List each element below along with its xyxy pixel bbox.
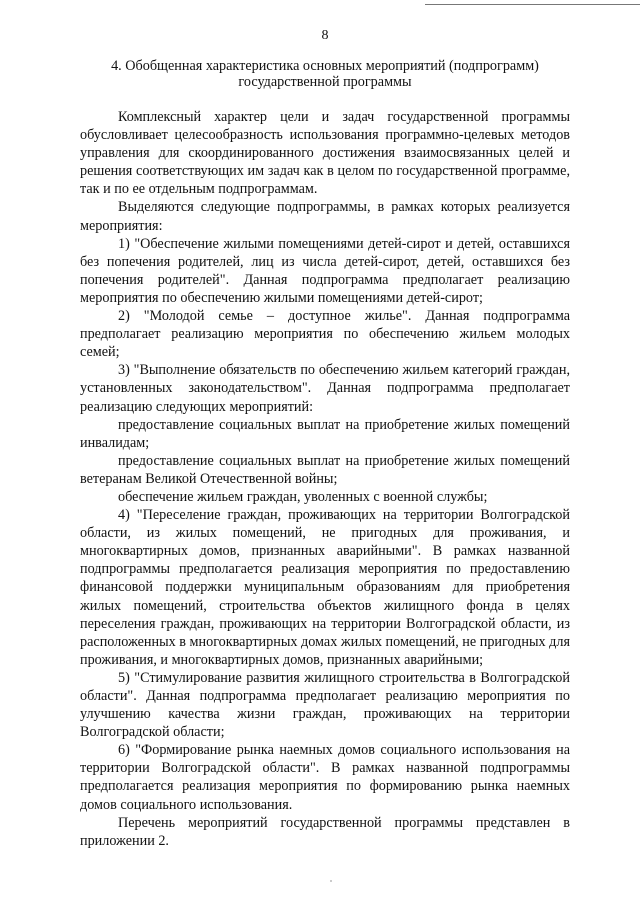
paragraph-item-5: 5) "Стимулирование развития жилищного строительства в Волгоградской области". Данная подпрограмма предполагает реализацию мероприятия по улучшению качества жизни граждан, проживающих на территории Волгоградской области; <box>80 669 570 741</box>
scan-speck <box>330 880 332 882</box>
paragraph-item-1: 1) "Обеспечение жилыми помещениями детей-сирот и детей, оставшихся без попечения родителей, лиц из числа детей-сирот, детей, оставшихся без попечения родителей". Данная подпрограмма предполагает реализацию мероприятия по обеспечению жилыми помещениями детей-сирот; <box>80 235 570 306</box>
section-heading <box>80 58 570 90</box>
paragraph-closing: Перечень мероприятий государственной программы представлен в приложении 2. <box>80 814 570 849</box>
paragraph-item-3-bullet-1: предоставление социальных выплат на приобретение жилых помещений инвалидам; <box>80 416 570 451</box>
paragraph-item-3-bullet-2: предоставление социальных выплат на приобретение жилых помещений ветеранам Великой Отечественной войны; <box>80 452 570 487</box>
paragraph-intro: Комплексный характер цели и задач государственной программы обусловливает целесообразность использования программно-целевых методов управления для скоординированного достижения взаимосвязанных целей и решения соответствующих им задач как в целом по государственной программе, так и по ее отдельным подпрограммам. <box>80 109 570 198</box>
paragraph-item-4: 4) "Переселение граждан, проживающих на территории Волгоградской области, из жилых помещений, не пригодных для проживания, и многоквартирных домов, признанных аварийными". В рамках названной подпрограммы предполагается реализация мероприятия по предоставлению финансовой поддержки муниципальным образованиям для приобретения жилых помещений, строительства объектов жилищного фонда в целях переселения граждан, проживающих на территории Волгоградской области, из расположенных в многоквартирных домах жилых помещений, не пригодных для проживания, и многоквартирных домов, признанных аварийными; <box>80 507 570 668</box>
scan-edge-line <box>425 4 640 5</box>
section-heading-line-1: 4. Обобщенная характеристика основных мероприятий (подпрограмм) <box>111 58 539 74</box>
page-number: 8 <box>321 28 329 43</box>
document-body <box>80 108 570 850</box>
paragraph-item-3: 3) "Выполнение обязательств по обеспечению жильем категорий граждан, установленных законодательством". Данная подпрограмма предполагает реализацию следующих мероприятий: <box>80 362 570 415</box>
paragraph-item-3-bullet-3: обеспечение жильем граждан, уволенных с военной службы; <box>118 488 488 505</box>
paragraph-item-6: 6) "Формирование рынка наемных домов социального использования на территории Волгоградской области". В рамках названной подпрограммы предполагается реализация мероприятия по формированию рынка наемных домов социального использования. <box>80 742 570 813</box>
paragraph-subprograms-lead: Выделяются следующие подпрограммы, в рамках которых реализуется мероприятия: <box>80 199 570 234</box>
paragraph-item-2: 2) "Молодой семье – доступное жилье". Данная подпрограмма предполагает реализацию мероприятия по обеспечению жильем молодых семей; <box>80 308 570 361</box>
section-heading-line-2: государственной программы <box>238 74 412 90</box>
